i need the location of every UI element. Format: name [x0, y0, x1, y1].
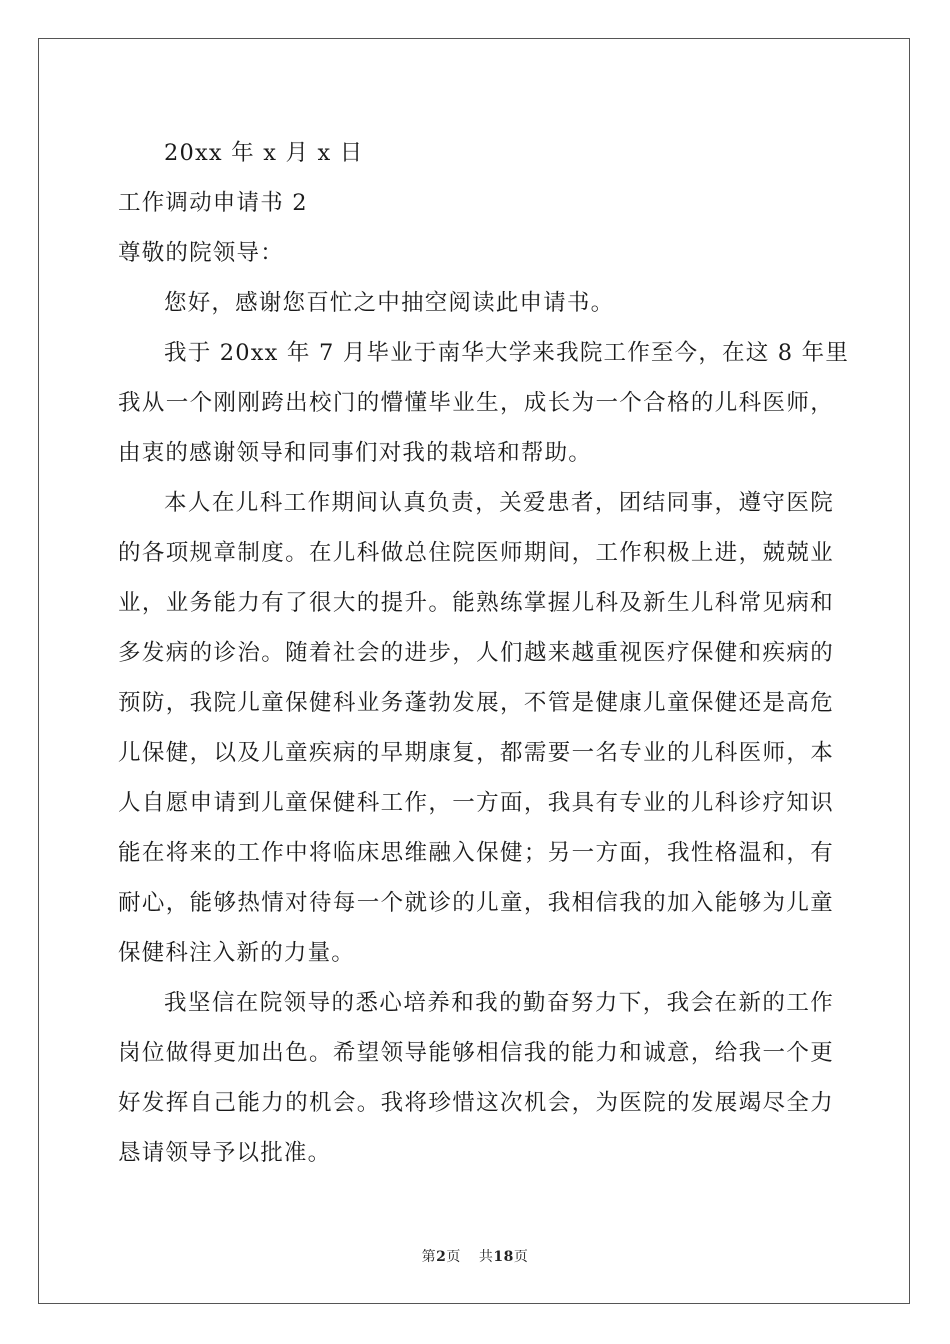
greeting: 您好，感谢您百忙之中抽空阅读此申请书。: [164, 290, 615, 316]
document-body: [118, 128, 850, 1178]
paragraph-1: [118, 328, 850, 478]
paragraph-line: 能在将来的工作中将临床思维融入保健；另一方面，我性格温和，有: [118, 840, 834, 866]
paragraph-line: 我于 20xx 年 7 月毕业于南华大学来我院工作至今，在这 8 年里: [164, 340, 850, 366]
document-title: 工作调动申请书 2: [118, 190, 308, 216]
paragraph-line: 恳请领导予以批准。: [118, 1140, 332, 1166]
paragraph-line: 保健科注入新的力量。: [118, 940, 356, 966]
paragraph-line: 我坚信在院领导的悉心培养和我的勤奋努力下，我会在新的工作: [164, 990, 834, 1016]
paragraph-line: 预防，我院儿童保健科业务蓬勃发展，不管是健康儿童保健还是高危: [118, 690, 834, 716]
paragraph-line: 人自愿申请到儿童保健科工作，一方面，我具有专业的儿科诊疗知识: [118, 790, 834, 816]
salutation: 尊敬的院领导：: [118, 240, 284, 266]
paragraph-line: 我从一个刚刚跨出校门的懵懂毕业生，成长为一个合格的儿科医师，: [118, 390, 834, 416]
paragraph-line: 本人在儿科工作期间认真负责，关爱患者，团结同事，遵守医院: [164, 490, 834, 516]
paragraph-2: [118, 478, 834, 978]
page-prefix: 第: [421, 1249, 437, 1265]
page-number: 2: [436, 1249, 447, 1265]
paragraph-line: 岗位做得更加出色。希望领导能够相信我的能力和诚意，给我一个更: [118, 1040, 834, 1066]
page-footer: [0, 1246, 950, 1266]
paragraph-3: [118, 978, 834, 1178]
total-suffix: 页: [513, 1249, 529, 1265]
total-pages: 18: [493, 1249, 514, 1265]
paragraph-line: 由衷的感谢领导和同事们对我的栽培和帮助。: [118, 440, 593, 466]
total-prefix: 共: [478, 1249, 494, 1265]
paragraph-line: 耐心，能够热情对待每一个就诊的儿童，我相信我的加入能够为儿童: [118, 890, 834, 916]
date-line: 20xx 年 x 月 x 日: [164, 140, 364, 166]
paragraph-line: 儿保健，以及儿童疾病的早期康复，都需要一名专业的儿科医师，本: [118, 740, 834, 766]
page-suffix: 页: [446, 1249, 461, 1265]
paragraph-line: 业，业务能力有了很大的提升。能熟练掌握儿科及新生儿科常见病和: [118, 590, 834, 616]
paragraph-line: 好发挥自己能力的机会。我将珍惜这次机会，为医院的发展竭尽全力: [118, 1090, 834, 1116]
paragraph-line: 多发病的诊治。随着社会的进步，人们越来越重视医疗保健和疾病的: [118, 640, 834, 666]
paragraph-line: 的各项规章制度。在儿科做总住院医师期间，工作积极上进，兢兢业: [118, 540, 834, 566]
